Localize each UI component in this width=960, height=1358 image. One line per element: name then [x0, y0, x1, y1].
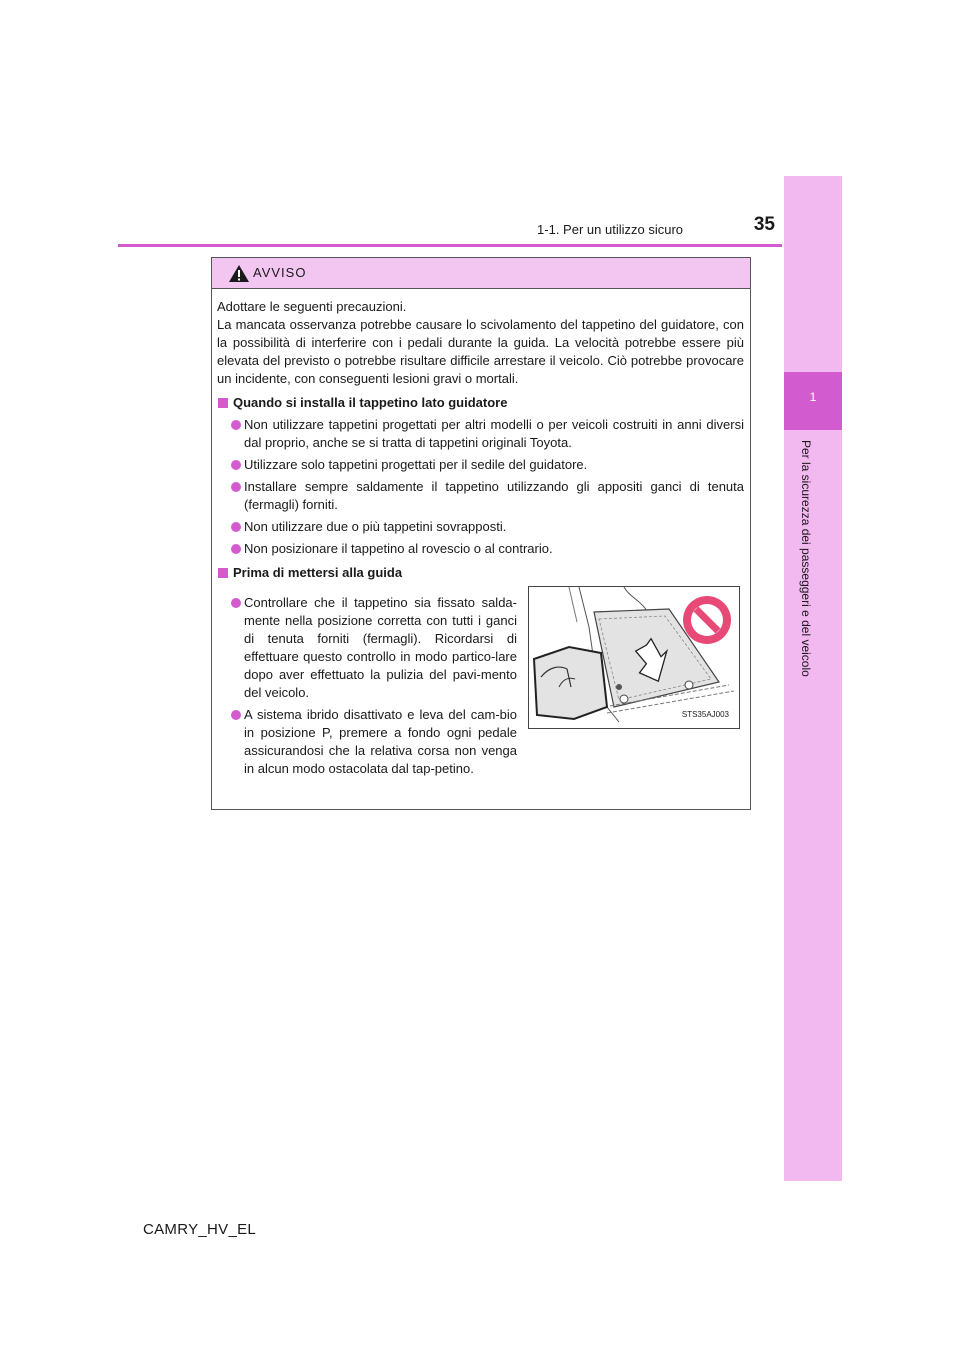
warning-box — [211, 257, 751, 810]
bullet-icon — [231, 522, 241, 532]
bullet-icon — [231, 710, 241, 720]
list-item: Installare sempre saldamente il tappetino utilizzando gli appositi ganci di tenuta (fermagli) forniti. — [217, 478, 744, 514]
page-number: 35 — [753, 214, 775, 235]
list-item: Utilizzare solo tappetini progettati per il sedile del guidatore. — [217, 456, 744, 474]
warning-intro-text: La mancata osservanza potrebbe causare lo scivolamento del tappetino del guidatore, con la possibilità di interferire con i pedali durante la guida. La velocità potrebbe essere più elevata del previsto o potrebbe risultare difficile arrestare il veicolo. Ciò potrebbe provocare un incidente, con conseguenti lesioni gravi o mortali. — [217, 317, 744, 386]
chapter-title: Per la sicurezza dei passeggeri e del veicolo — [799, 440, 813, 677]
bullet-icon — [231, 482, 241, 492]
bullet-icon — [231, 420, 241, 430]
list-item: A sistema ibrido disattivato e leva del cam-bio in posizione P, premere a fondo ogni pedale assicurandosi che la relativa corsa non venga in alcun modo ostacolata dal tap-petino. — [217, 706, 517, 778]
chapter-side-tab — [784, 176, 842, 1181]
chapter-number: 1 — [809, 390, 817, 404]
section-heading-installation: Quando si installa il tappetino lato guidatore — [217, 394, 744, 412]
section-title: 1-1. Per un utilizzo sicuro — [537, 222, 683, 237]
bullet-icon — [231, 544, 241, 554]
before-driving-block — [217, 590, 744, 800]
list-item: Controllare che il tappetino sia fissato salda-mente nella posizione corretta con tutti i ganci di tenuta forniti (fermagli). Ricordarsi di effettuare questo controllo in modo partico-lare dopo aver effettuato la pulizia del pavi-mento del veicolo. — [217, 594, 517, 702]
bullet-icon — [231, 598, 241, 608]
before-driving-list — [217, 590, 517, 778]
list-item: Non utilizzare due o più tappetini sovrapposti. — [217, 518, 744, 536]
warning-intro-line: Adottare le seguenti precauzioni. — [217, 299, 407, 314]
figure-code: STS35AJ003 — [681, 710, 729, 719]
list-item: Non utilizzare tappetini progettati per altri modelli o per veicoli costruiti in anni diversi dal proprio, anche se si tratta di tappetini originali Toyota. — [217, 416, 744, 452]
warning-content — [217, 298, 744, 800]
warning-title: AVVISO — [253, 265, 307, 280]
section-heading-before-driving: Prima di mettersi alla guida — [217, 564, 744, 582]
square-bullet-icon — [218, 398, 228, 408]
bullet-icon — [231, 460, 241, 470]
warning-header — [212, 258, 750, 289]
warning-triangle-icon — [228, 264, 250, 283]
header-rule — [118, 244, 782, 247]
list-item: Non posizionare il tappetino al rovescio o al contrario. — [217, 540, 744, 558]
footer-model: CAMRY_HV_EL — [143, 1221, 257, 1238]
square-bullet-icon — [218, 568, 228, 578]
floor-mat-illustration — [528, 586, 740, 729]
